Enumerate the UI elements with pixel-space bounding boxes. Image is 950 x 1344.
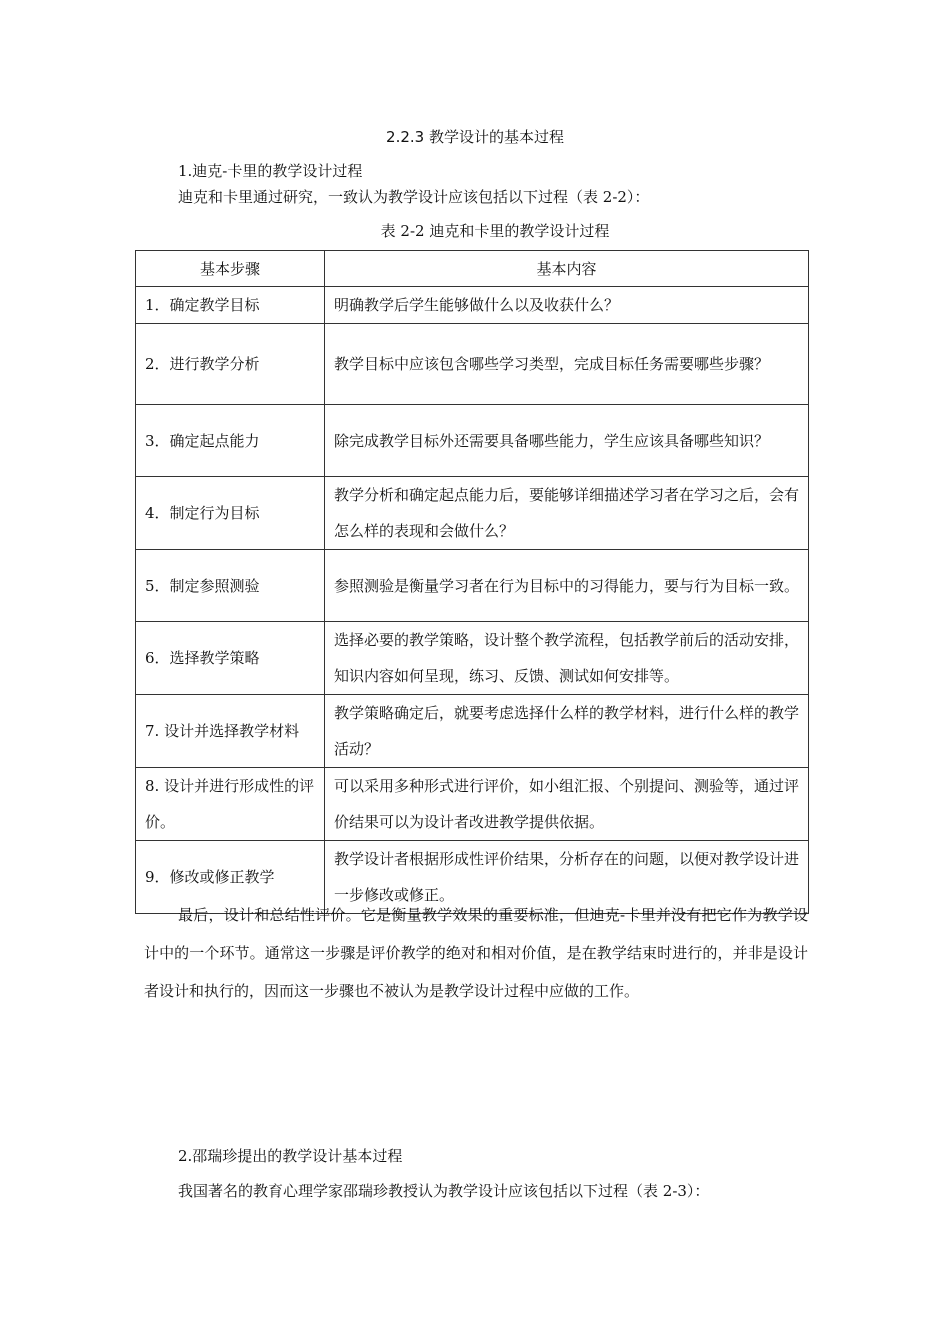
section-heading: 2.2.3 教学设计的基本过程 xyxy=(386,128,564,146)
table-row xyxy=(136,622,809,695)
subsection2-title: 2.邵瑞珍提出的教学设计基本过程 xyxy=(178,1147,403,1165)
content-cell: 教学目标中应该包含哪些学习类型，完成目标任务需要哪些步骤？ xyxy=(325,324,809,405)
step-cell: 2．进行教学分析 xyxy=(136,324,325,405)
content-cell: 明确教学后学生能够做什么以及收获什么？ xyxy=(325,287,809,324)
closing-paragraph: 最后，设计和总结性评价。它是衡量教学效果的重要标准，但迪克-卡里并没有把它作为教学设计中的一个环节。通常这一步骤是评价教学的绝对和相对价值，是在教学结束时进行的，并非是设计者设计和执行的，因而这一步骤也不被认为是教学设计过程中应做的工作。 xyxy=(144,906,808,1000)
table-row xyxy=(136,695,809,768)
table-row xyxy=(136,550,809,622)
step-cell: 7. 设计并选择教学材料 xyxy=(136,695,325,768)
step-cell: 5．制定参照测验 xyxy=(136,550,325,622)
design-process-table xyxy=(135,250,809,914)
step-cell: 9．修改或修正教学 xyxy=(136,841,325,914)
subsection1-intro: 迪克和卡里通过研究，一致认为教学设计应该包括以下过程（表 2-2）： xyxy=(178,188,650,206)
table-row xyxy=(136,324,809,405)
content-cell: 参照测验是衡量学习者在行为目标中的习得能力，要与行为目标一致。 xyxy=(325,550,809,622)
content-cell: 选择必要的教学策略，设计整个教学流程，包括教学前后的活动安排，知识内容如何呈现，练习、反馈、测试如何安排等。 xyxy=(325,622,809,695)
step-cell: 3．确定起点能力 xyxy=(136,405,325,477)
table-row xyxy=(136,287,809,324)
content-cell: 教学策略确定后，就要考虑选择什么样的教学材料，进行什么样的教学活动？ xyxy=(325,695,809,768)
step-cell: 4．制定行为目标 xyxy=(136,477,325,550)
content-cell: 除完成教学目标外还需要具备哪些能力，学生应该具备哪些知识？ xyxy=(325,405,809,477)
table-header-row xyxy=(136,251,809,287)
table-row xyxy=(136,405,809,477)
table-header-step: 基本步骤 xyxy=(136,251,325,287)
table-caption: 表 2-2 迪克和卡里的教学设计过程 xyxy=(380,222,610,240)
subsection1-title: 1.迪克-卡里的教学设计过程 xyxy=(178,162,363,180)
table-header-content: 基本内容 xyxy=(325,251,809,287)
subsection2-intro: 我国著名的教育心理学家邵瑞珍教授认为教学设计应该包括以下过程（表 2-3）： xyxy=(178,1182,710,1200)
step-cell: 6．选择教学策略 xyxy=(136,622,325,695)
step-cell: 8. 设计并进行形成性的评价。 xyxy=(136,768,325,841)
step-cell: 1．确定教学目标 xyxy=(136,287,325,324)
table-row xyxy=(136,477,809,550)
table-row xyxy=(136,768,809,841)
content-cell: 可以采用多种形式进行评价，如小组汇报、个别提问、测验等，通过评价结果可以为设计者改进教学提供依据。 xyxy=(325,768,809,841)
content-cell: 教学分析和确定起点能力后，要能够详细描述学习者在学习之后，会有怎么样的表现和会做什么？ xyxy=(325,477,809,550)
content-cell: 教学设计者根据形成性评价结果，分析存在的问题，以便对教学设计进一步修改或修正。 xyxy=(325,841,809,914)
